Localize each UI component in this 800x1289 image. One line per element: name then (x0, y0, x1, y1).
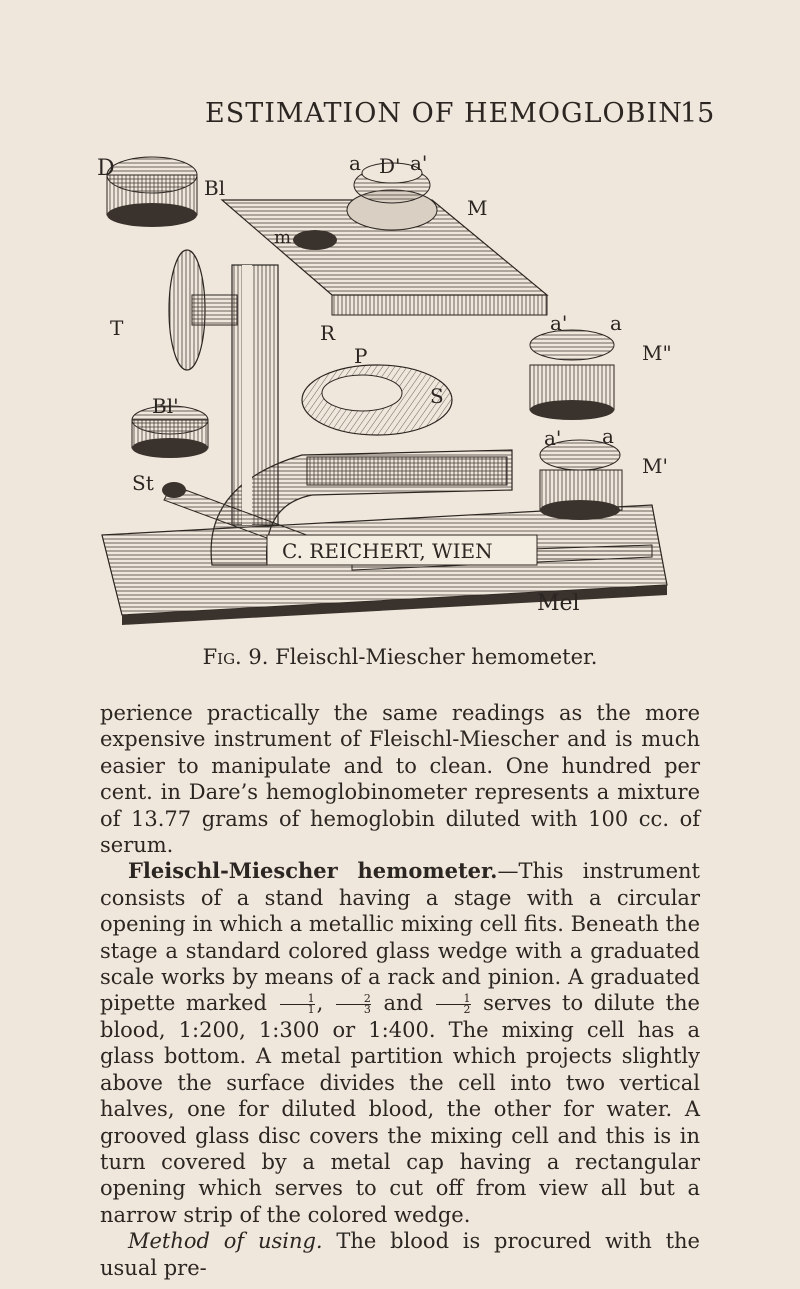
label-a-prime-2: a' (544, 426, 562, 450)
label-St: St (132, 471, 154, 495)
mixing-cell-top-left (107, 157, 197, 227)
label-D: D (97, 156, 115, 181)
fraction-2: $\frac{2}{3}$ (336, 994, 371, 1015)
page-header (0, 98, 800, 138)
hemometer-drawing (92, 145, 672, 630)
method-lead: Method of using. (128, 1229, 323, 1254)
fraction-3: $\frac{1}{2}$ (436, 994, 471, 1015)
label-S: S (430, 384, 444, 408)
fraction-conjunction: and (383, 991, 423, 1016)
rack-wheel (169, 250, 237, 370)
label-a-1: a (610, 311, 622, 335)
method-text: The blood is procured with the usual pre- (100, 1229, 700, 1280)
label-P: P (354, 344, 368, 368)
paragraph-hemometer: Fleischl-Miescher hemometer.—This instrument consists of a stand having a stage with a circular opening in which a metallic mixing cell fits. Beneath the stage a standard colored glass wedge with a graduated scale works by means of a rack and pinion. A graduated pipette marked $\frac{1}{1}$ , $\frac{2}{3}$ and $\frac{1}{2}$ serves to dilute the blood, 1:200, 1:300 or 1:400. The mixing cell has a glass bottom. A metal partition which projects slightly above the surface divides the cell into two vertical halves, one for diluted blood, the other for water. A grooved glass disc covers the mixing cell and this is in turn covered by a metal cap having a rectangular opening which serves to cut off from view all but a narrow strip of the colored wedge. (100, 858, 700, 1227)
label-a-prime-top: a' (410, 151, 428, 175)
label-Bl: Bl (204, 176, 226, 200)
label-R: R (320, 321, 336, 345)
figure-caption-text: Fleischl-Miescher hemometer. (275, 645, 598, 669)
paragraph-continued: perience practically the same readings as the more expensive instrument of Fleischl-Miescher and is much easier to manipulate and to clean. One hundred per cent. in Dare’s hemoglobinometer represents a mixture of 13.77 grams of hemoglobin diluted with 100 cc. of serum. (100, 701, 700, 858)
mixing-cell-right-upper (530, 330, 614, 420)
mixing-cell-right-lower (540, 440, 622, 520)
paragraph-text-a: —This instrument consists of a stand having a stage with a circular opening in which a metallic mixing cell fits. Beneath the stage a standard colored glass wedge with a graduated scale works by means of a rack and pinion. A graduated pipette marked (100, 859, 700, 1016)
paragraph-text-b: serves to dilute the blood, 1:200, 1:300 or 1:400. The mixing cell has a glass bottom. A metal partition which projects slightly above the surface divides the cell into two vertical halves, one for diluted blood, the other for water. A grooved glass disc covers the mixing cell and this is in turn covered by a metal cap having a rectangular opening which serves to cut off from view all but a narrow strip of the colored wedge. (100, 991, 700, 1227)
running-title: ESTIMATION OF HEMOGLOBIN (205, 98, 683, 129)
maker-mark: C. REICHERT, WIEN (282, 539, 493, 563)
label-a-top: a (349, 151, 361, 175)
hemometer-illustration (92, 145, 672, 630)
figure-number: Fig. 9. (202, 645, 269, 669)
pillar (232, 265, 278, 525)
figure-caption (0, 645, 800, 669)
label-a-2: a (602, 424, 614, 448)
body-text (100, 700, 700, 1281)
page-number: 15 (680, 98, 715, 129)
fraction-1: $\frac{1}{1}$ (280, 994, 315, 1015)
label-M-prime: M' (642, 454, 668, 478)
paragraph-lead: Fleischl-Miescher hemometer. (128, 858, 498, 884)
label-m: m (274, 227, 292, 248)
label-a-prime-1: a' (550, 311, 568, 335)
label-M: M (467, 196, 488, 220)
paragraph-method (100, 1228, 700, 1281)
label-Mel: Mel (537, 591, 580, 616)
label-T: T (110, 316, 124, 340)
label-M-double-prime: M" (642, 341, 672, 365)
label-Bl-prime: Bl' (152, 394, 179, 418)
label-D-prime: D' (379, 154, 401, 178)
